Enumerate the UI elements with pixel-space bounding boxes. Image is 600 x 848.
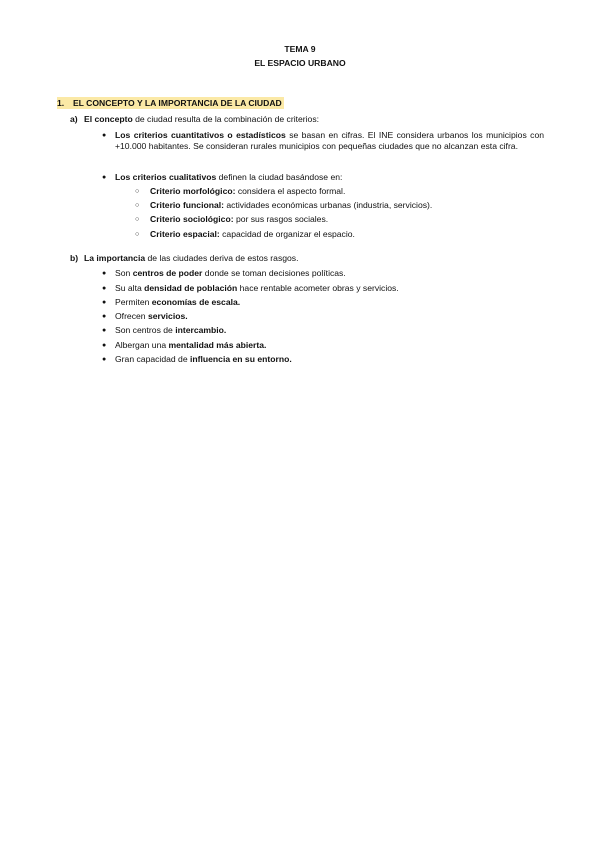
sub-list-item (135, 200, 535, 211)
bullet-icon: ● (102, 132, 107, 139)
sub-list-item (135, 229, 535, 240)
section-heading (57, 98, 284, 109)
bullet-text: Gran capacidad de (115, 354, 191, 364)
circle-bullet-icon: ○ (135, 231, 140, 238)
list-item (102, 268, 502, 279)
bullet-icon: ● (102, 174, 107, 181)
bullet-bold: densidad de población (144, 283, 238, 293)
bullet-bold: mentalidad más abierta. (168, 340, 267, 350)
list-item (102, 172, 544, 183)
bullet-text: Su alta (115, 283, 145, 293)
criterion-text: capacidad de organizar el espacio. (219, 229, 355, 239)
doc-title: TEMA 9 (284, 44, 316, 54)
subsection-b-bold: La importancia (84, 253, 146, 263)
bullet-icon: ● (102, 313, 107, 320)
list-item (102, 354, 502, 365)
bullet-icon: ● (102, 285, 107, 292)
sub-list-item (135, 214, 535, 225)
bullet-text: Albergan una (115, 340, 169, 350)
section-title: EL CONCEPTO Y LA IMPORTANCIA DE LA CIUDAD (72, 98, 282, 108)
subsection-a-bold: El concepto (84, 114, 133, 124)
bullet-bold: Los criterios cualitativos (115, 172, 217, 182)
criterion-text: por sus rasgos sociales. (233, 214, 329, 224)
circle-bullet-icon: ○ (135, 188, 140, 195)
criterion-name: Criterio morfológico: (150, 186, 236, 196)
bullet-text: Son (115, 268, 133, 278)
bullet-bold: intercambio. (175, 325, 227, 335)
bullet-icon: ● (102, 299, 107, 306)
sub-list-item (135, 186, 535, 197)
criterion-text: considera el aspecto formal. (235, 186, 346, 196)
section-number: 1. (57, 98, 65, 108)
bullet-text: definen la ciudad basándose en: (216, 172, 343, 182)
criterion-text: actividades económicas urbanas (industria, servicios). (224, 200, 433, 210)
subsection-a-text: de ciudad resulta de la combinación de criterios: (132, 114, 320, 124)
circle-bullet-icon: ○ (135, 216, 140, 223)
list-item (102, 130, 544, 152)
doc-subtitle: EL ESPACIO URBANO (254, 58, 346, 68)
list-item (102, 297, 502, 308)
bullet-icon: ● (102, 327, 107, 334)
list-item (102, 325, 502, 336)
subsection-b (70, 253, 299, 264)
bullet-text: se basan en cifras. El INE considera urbanos los municipios con +10.000 habitantes. Se consideran rurales municipios con pequeñas ciudades que no alcanzan esta cifra. (115, 130, 545, 152)
criterion-name: Criterio espacial: (150, 229, 220, 239)
bullet-text: Son centros de (115, 325, 176, 335)
subsection-a-label: a) (70, 114, 78, 124)
bullet-text: donde se toman decisiones políticas. (202, 268, 346, 278)
bullet-bold: influencia en su entorno. (190, 354, 292, 364)
bullet-icon: ● (102, 356, 107, 363)
list-item (102, 340, 502, 351)
subsection-b-label: b) (70, 253, 79, 263)
criterion-name: Criterio sociológico: (150, 214, 234, 224)
subsection-a (70, 114, 319, 125)
list-item (102, 283, 502, 294)
list-item (102, 311, 502, 322)
subsection-b-text: de las ciudades deriva de estos rasgos. (145, 253, 299, 263)
bullet-text: Permiten (115, 297, 152, 307)
bullet-text: hace rentable acometer obras y servicios. (237, 283, 399, 293)
section-heading-highlight (57, 97, 284, 109)
bullet-text: Ofrecen (115, 311, 148, 321)
bullet-bold: economías de escala. (151, 297, 241, 307)
circle-bullet-icon: ○ (135, 202, 140, 209)
bullet-icon: ● (102, 270, 107, 277)
bullet-icon: ● (102, 342, 107, 349)
bullet-bold: centros de poder (132, 268, 203, 278)
bullet-bold: Los criterios cuantitativos o estadísticos (115, 130, 286, 140)
bullet-bold: servicios. (147, 311, 188, 321)
criterion-name: Criterio funcional: (150, 200, 225, 210)
